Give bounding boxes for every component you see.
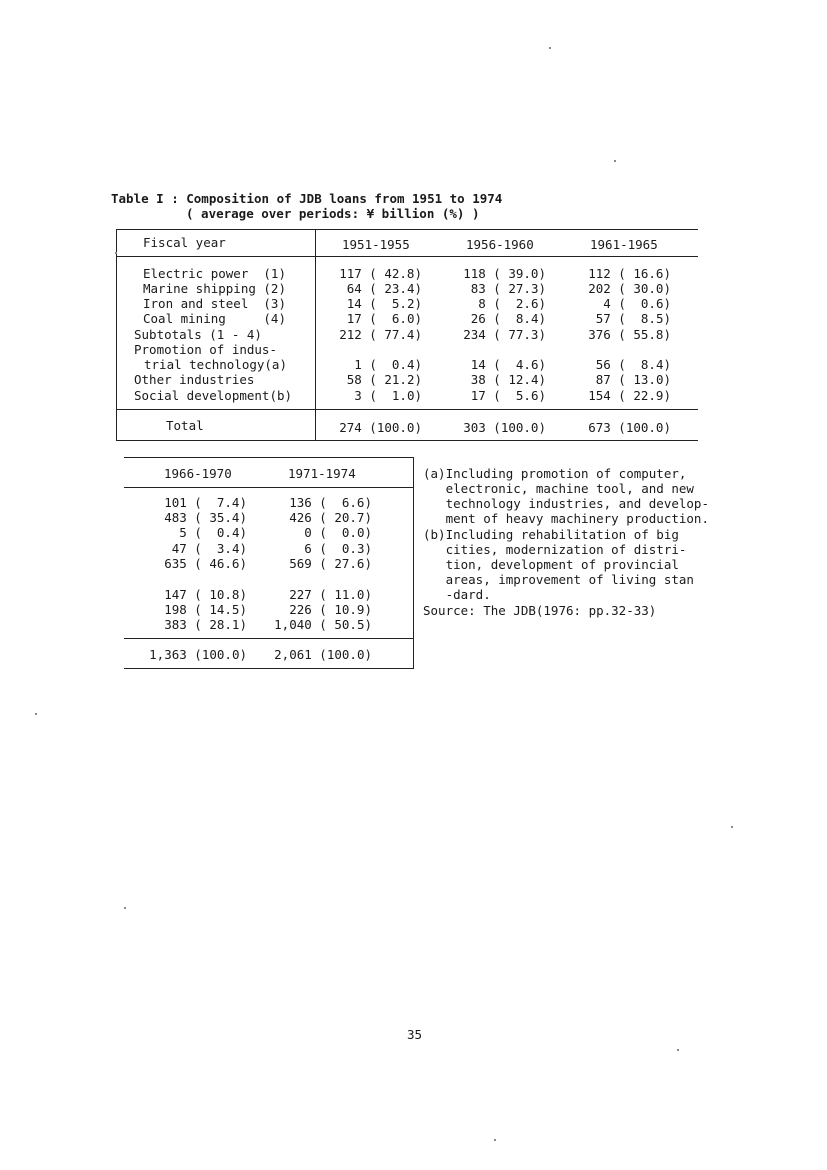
cell-value: 83 ( 27.3) (470, 281, 546, 296)
cell-value: 58 ( 21.2) (346, 372, 422, 387)
row-label: trial technology(a) (144, 357, 287, 372)
table-subtitle: ( average over periods: ¥ billion (%) ) (186, 206, 480, 221)
scan-speck (731, 826, 733, 828)
cell-value: 226 ( 10.9) (289, 602, 372, 617)
note-line: technology industries, and develop- (423, 496, 709, 511)
header-period: 1961-1965 (590, 237, 658, 252)
row-label: Subtotals (1 - 4) (134, 327, 262, 342)
note-line: (a)Including promotion of computer, (423, 466, 687, 481)
total-value: 673 (100.0) (588, 420, 671, 435)
cell-value: 14 ( 4.6) (470, 357, 546, 372)
cell-value: 17 ( 6.0) (346, 311, 422, 326)
cell-value: 483 ( 35.4) (164, 510, 247, 525)
scan-speck (614, 160, 616, 162)
header-period: 1956-1960 (466, 237, 534, 252)
cell-value: 635 ( 46.6) (164, 556, 247, 571)
cell-value: 136 ( 6.6) (289, 495, 372, 510)
scan-speck (115, 252, 117, 254)
cell-value: 26 ( 8.4) (470, 311, 546, 326)
cell-value: 17 ( 5.6) (470, 388, 546, 403)
cell-value: 118 ( 39.0) (463, 266, 546, 281)
note-line: ment of heavy machinery production. (423, 511, 709, 526)
total-value: 1,363 (100.0) (149, 647, 247, 662)
scan-speck (124, 907, 126, 909)
row-label: Marine shipping (2) (143, 281, 286, 296)
cell-value: 14 ( 5.2) (346, 296, 422, 311)
row-label: Promotion of indus- (134, 342, 277, 357)
cell-value: 87 ( 13.0) (595, 372, 671, 387)
header-period: 1971-1974 (288, 466, 356, 481)
header-period: 1951-1955 (342, 237, 410, 252)
header-period: 1966-1970 (164, 466, 232, 481)
cell-value: 1 ( 0.4) (354, 357, 422, 372)
cell-value: 5 ( 0.4) (179, 525, 247, 540)
row-label: Social development(b) (134, 388, 293, 403)
cell-value: 569 ( 27.6) (289, 556, 372, 571)
cell-value: 376 ( 55.8) (588, 327, 671, 342)
cell-value: 117 ( 42.8) (339, 266, 422, 281)
cell-value: 47 ( 3.4) (171, 541, 247, 556)
row-label: Electric power (1) (143, 266, 286, 281)
source-line: Source: The JDB(1976: pp.32-33) (423, 603, 657, 618)
cell-value: 426 ( 20.7) (289, 510, 372, 525)
cell-value: 383 ( 28.1) (164, 617, 247, 632)
total-label: Total (166, 418, 204, 433)
note-line: cities, modernization of distri- (423, 542, 687, 557)
table-1 (116, 229, 698, 441)
cell-value: 234 ( 77.3) (463, 327, 546, 342)
cell-value: 1,040 ( 50.5) (274, 617, 372, 632)
note-line: (b)Including rehabilitation of big (423, 527, 679, 542)
cell-value: 64 ( 23.4) (346, 281, 422, 296)
scan-speck (494, 1139, 496, 1141)
page-number: 35 (407, 1027, 423, 1042)
cell-value: 6 ( 0.3) (304, 541, 372, 556)
note-line: -dard. (423, 587, 491, 602)
total-value: 303 (100.0) (463, 420, 546, 435)
cell-value: 3 ( 1.0) (354, 388, 422, 403)
row-label: Iron and steel (3) (143, 296, 286, 311)
note-line: tion, development of provincial (423, 557, 679, 572)
scan-speck (677, 1049, 679, 1051)
cell-value: 4 ( 0.6) (603, 296, 671, 311)
cell-value: 101 ( 7.4) (164, 495, 247, 510)
row-label: Other industries (134, 372, 255, 387)
table-1-continued (124, 457, 414, 669)
cell-value: 227 ( 11.0) (289, 587, 372, 602)
total-value: 2,061 (100.0) (274, 647, 372, 662)
cell-value: 198 ( 14.5) (164, 602, 247, 617)
cell-value: 147 ( 10.8) (164, 587, 247, 602)
cell-value: 56 ( 8.4) (595, 357, 671, 372)
cell-value: 8 ( 2.6) (478, 296, 546, 311)
cell-value: 57 ( 8.5) (595, 311, 671, 326)
total-value: 274 (100.0) (339, 420, 422, 435)
scan-speck (549, 47, 551, 49)
cell-value: 112 ( 16.6) (588, 266, 671, 281)
cell-value: 202 ( 30.0) (588, 281, 671, 296)
row-label: Coal mining (4) (143, 311, 286, 326)
note-line: electronic, machine tool, and new (423, 481, 694, 496)
header-fiscal-year: Fiscal year (143, 235, 226, 250)
note-line: areas, improvement of living stan (423, 572, 694, 587)
cell-value: 38 ( 12.4) (470, 372, 546, 387)
table-title: Table I : Composition of JDB loans from 1951 to 1974 (111, 191, 503, 206)
cell-value: 154 ( 22.9) (588, 388, 671, 403)
scan-speck (35, 713, 37, 715)
cell-value: 0 ( 0.0) (304, 525, 372, 540)
cell-value: 212 ( 77.4) (339, 327, 422, 342)
